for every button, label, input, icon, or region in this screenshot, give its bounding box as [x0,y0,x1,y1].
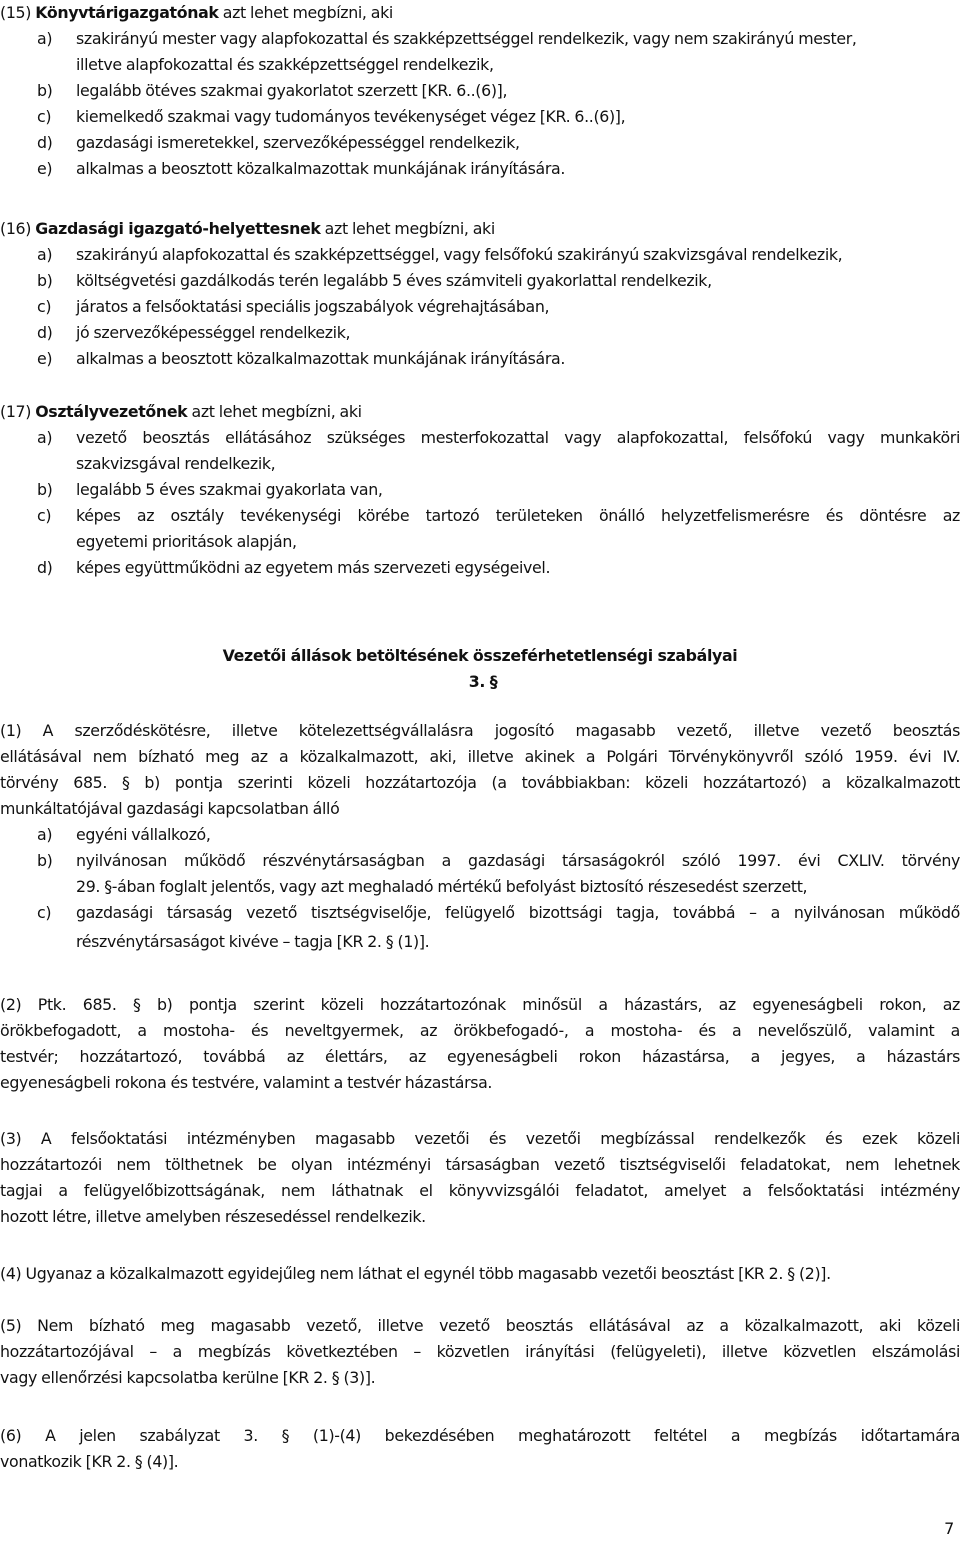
paragraph-intro: (15) Könyvtárigazgatónak azt lehet megbízni, aki [0,3,393,22]
paragraph-6 [0,1423,960,1475]
paragraph-line: (3) A felsőoktatási intézményben magasabb vezetői és vezetői megbízással rendelkezők és ezek közeli [0,1129,960,1148]
bold-term: Könyvtárigazgatónak [35,3,219,22]
list-item: b) legalább 5 éves szakmai gyakorlata van, [37,480,383,499]
list-item-continuation: szakvizsgával rendelkezik, [76,454,276,473]
section-title: Vezetői állások betöltésének összeférhetetlenségi szabályai [222,646,738,665]
paragraph-5 [0,1313,960,1391]
list-item-continuation: részvénytársaságot kivéve – tagja [KR 2. § (1)]. [76,932,430,951]
list-item: c) képes az osztály tevékenységi körébe tartozó területeken önálló helyzetfelismerésre és döntésre az [37,506,960,525]
paragraph-line: (4) Ugyanaz a közalkalmazott egyidejűleg nem láthat el egynél több magasabb vezetői beosztást [KR 2. § (2)]. [0,1264,831,1283]
paragraph-line: ellátásával nem bízható meg az a közalkalmazott, aki, illetve akinek a Polgári Törvénykönyvről szóló 1959. évi IV. [0,747,960,766]
paragraph-line: testvér; hozzátartozó, továbbá az élettárs, az egyeneságbeli rokon házastársa, a jegyes, a házastárs [0,1047,960,1066]
paragraph-line: hozzátartozójával – a megbízás következtében – közvetlen irányítási (felügyeleti), illetve közvetlen elszámolási [0,1342,960,1361]
list-item: b) legalább ötéves szakmai gyakorlatot szerzett [KR. 6..(6)], [37,81,508,100]
paragraph-line: (5) Nem bízható meg magasabb vezető, illetve vezető beosztás ellátásával az a közalkalmazott, aki közeli [0,1316,960,1335]
list-item: e) alkalmas a beosztott közalkalmazottak munkájának irányítására. [37,159,566,178]
paragraph-line: munkáltatójával gazdasági kapcsolatban álló [0,799,340,818]
paragraph-17 [0,399,960,581]
list-item: e) alkalmas a beosztott közalkalmazottak munkájának irányítására. [37,349,566,368]
bold-term: Gazdasági igazgató-helyettesnek [35,219,321,238]
paragraph-intro: (17) Osztályvezetőnek azt lehet megbízni, aki [0,402,362,421]
paragraph-line: törvény 685. § b) pontja szerinti közeli hozzátartozója (a továbbiakban: közeli hozzátartozó) a közalkalmazott [0,773,960,792]
paragraph-4 [0,1261,960,1287]
bold-term: Osztályvezetőnek [35,402,188,421]
paragraph-line: hozott létre, illetve amelyben részesedéssel rendelkezik. [0,1207,426,1226]
list-item: b) nyilvánosan működő részvénytársaságban a gazdasági társaságokról szóló 1997. évi CXLIV. törvény [37,851,960,870]
list-item: a) szakirányú mester vagy alapfokozattal és szakképzettséggel rendelkezik, vagy nem szakirányú mester, [37,29,857,48]
paragraph-16 [0,216,960,372]
paragraph-line: vonatkozik [KR 2. § (4)]. [0,1452,179,1471]
list-item: a) szakirányú alapfokozattal és szakképzettséggel, vagy felsőfokú szakirányú szakvizsgával rendelkezik, [37,245,843,264]
paragraph-3 [0,1126,960,1230]
page-number: 7 [944,1519,954,1538]
list-item: c) kiemelkedő szakmai vagy tudományos tevékenységet végez [KR. 6..(6)], [37,107,626,126]
paragraph-line: hozzátartozói nem tölthetnek be olyan intézményi társaságban vezető tisztségviselői feladatokat, nem lehetnek [0,1155,960,1174]
paragraph-1 [0,718,960,955]
paragraph-15 [0,0,960,182]
list-item-continuation: egyetemi prioritások alapján, [76,532,297,551]
list-item: d) képes együttműködni az egyetem más szervezeti egységeivel. [37,558,551,577]
paragraph-line: tagjai a felügyelőbizottságának, nem láthatnak el könyvvizsgálói feladatot, amelyet a felsőoktatási intézmény [0,1181,960,1200]
paragraph-line: (2) Ptk. 685. § b) pontja szerint közeli hozzátartozónak minősül a házastárs, az egyeneságbeli rokon, az [0,995,960,1014]
list-item: c) gazdasági társaság vezető tisztségviselője, felügyelő bizottsági tagja, továbbá – a nyilvánosan működő [37,903,960,922]
paragraph-intro: (16) Gazdasági igazgató-helyettesnek azt lehet megbízni, aki [0,219,495,238]
paragraph-line: örökbefogadott, a mostoha- és neveltgyermek, az örökbefogadó-, a mostoha- és a nevelőszülő, valamint a [0,1021,960,1040]
paragraph-line: vagy ellenőrzési kapcsolatba kerülne [KR 2. § (3)]. [0,1368,376,1387]
section-number: 3. § [468,672,498,691]
paragraph-line: (1) A szerződéskötésre, illetve kötelezettségvállalásra jogosító magasabb vezető, illetve vezető beosztás [0,721,960,740]
paragraph-line: egyeneságbeli rokona és testvére, valamint a testvér házastársa. [0,1073,493,1092]
paragraph-2 [0,992,960,1096]
paragraph-line: (6) A jelen szabályzat 3. § (1)-(4) bekezdésében meghatározott feltétel a megbízás időtartamára [0,1426,960,1445]
list-item: a) vezető beosztás ellátásához szükséges mesterfokozattal vagy alapfokozattal, felsőfokú vagy munkaköri [37,428,960,447]
list-item-continuation: illetve alapfokozattal és szakképzettséggel rendelkezik, [76,55,494,74]
list-item: c) járatos a felsőoktatási speciális jogszabályok végrehajtásában, [37,297,550,316]
list-item: b) költségvetési gazdálkodás terén legalább 5 éves számviteli gyakorlattal rendelkezik, [37,271,712,290]
list-item: d) gazdasági ismeretekkel, szervezőképességgel rendelkezik, [37,133,520,152]
list-item-continuation: 29. §-ában foglalt jelentős, vagy azt meghaladó mértékű befolyást biztosító részesedést szerzett, [76,877,808,896]
list-item: a) egyéni vállalkozó, [37,825,211,844]
list-item: d) jó szervezőképességgel rendelkezik, [37,323,351,342]
